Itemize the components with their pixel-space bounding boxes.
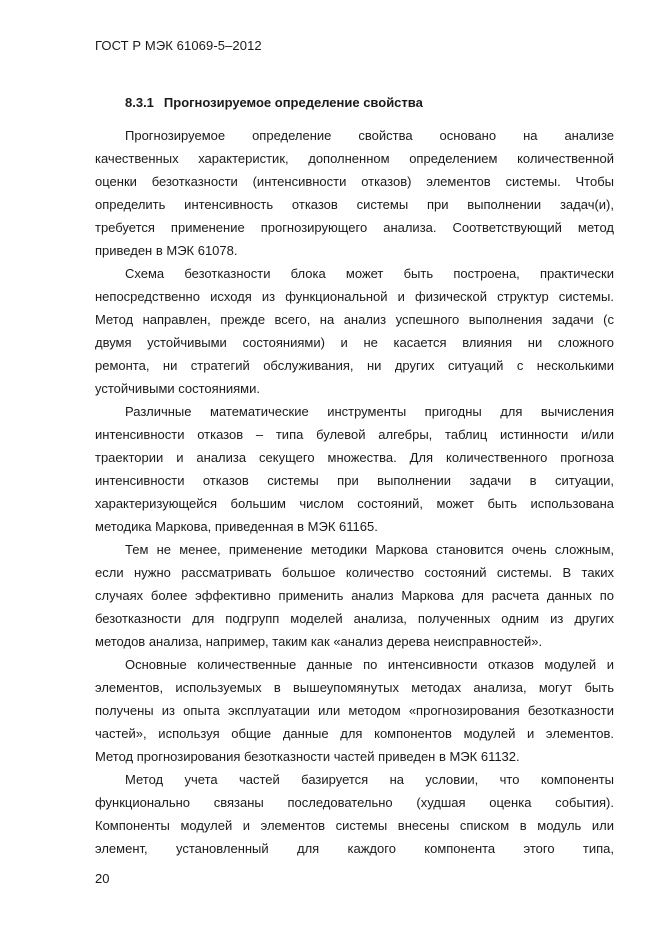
text-line: характеризующейся большим числом состояний, может быть использована [95, 496, 614, 511]
text-line: оценки безотказности (интенсивности отказов) элементов системы. Чтобы [95, 174, 614, 189]
text-line: интенсивности отказов – типа булевой алгебры, таблиц истинности и/или [95, 427, 614, 442]
page-number: 20 [95, 871, 110, 886]
text-line: методов анализа, например, таким как «анализ дерева неисправностей». [95, 634, 543, 649]
text-line: безотказности для подгрупп моделей анализа, полученных одним из других [95, 611, 614, 626]
text-line: качественных характеристик, дополненном определением количественной [95, 151, 614, 166]
text-line: Компоненты модулей и элементов системы внесены списком в модуль или [95, 818, 614, 833]
text-line: методика Маркова, приведенная в МЭК 61165. [95, 519, 378, 534]
text-line: Различные математические инструменты пригодны для вычисления [125, 404, 614, 419]
text-line: интенсивности отказов системы при выполнении задачи в ситуации, [95, 473, 614, 488]
paragraph [95, 262, 614, 400]
paragraph [95, 124, 614, 262]
text-line: Прогнозируемое определение свойства основано на анализе [125, 128, 614, 143]
text-line: Основные количественные данные по интенсивности отказов модулей и [125, 657, 614, 672]
text-line: Схема безотказности блока может быть построена, практически [125, 266, 614, 281]
text-line: элемент, установленный для каждого компонента этого типа, [95, 841, 614, 856]
section-title: Прогнозируемое определение свойства [163, 95, 423, 110]
section-heading [125, 95, 423, 110]
text-line: определить интенсивность отказов системы при выполнении задач(и), [95, 197, 614, 212]
text-line: приведен в МЭК 61078. [95, 243, 238, 258]
text-line: Метод направлен, прежде всего, на анализ успешного выполнения задачи (с [95, 312, 614, 327]
text-line: двумя устойчивыми состояниями) и не касается влияния ни сложного [95, 335, 614, 350]
text-line: Метод прогнозирования безотказности частей приведен в МЭК 61132. [95, 749, 520, 764]
text-line: устойчивыми состояниями. [95, 381, 260, 396]
text-line: траектории и анализа секущего множества. Для количественного прогноза [95, 450, 614, 465]
text-line: если нужно рассматривать большое количество состояний системы. В таких [95, 565, 614, 580]
section-number: 8.3.1 [125, 95, 154, 110]
text-line: случаях более эффективно применить анализ Маркова для расчета данных по [95, 588, 614, 603]
paragraph [95, 768, 614, 860]
text-line: требуется применение прогнозирующего анализа. Соответствующий метод [95, 220, 614, 235]
text-line: получены из опыта эксплуатации или методом «прогнозирования безотказности [95, 703, 614, 718]
paragraph [95, 538, 614, 653]
paragraph [95, 400, 614, 538]
text-line: частей», используя общие данные для компонентов модулей и элементов. [95, 726, 614, 741]
paragraph [95, 653, 614, 768]
text-line: Метод учета частей базируется на условии, что компоненты [125, 772, 614, 787]
text-line: ремонта, ни стратегий обслуживания, ни других ситуаций с несколькими [95, 358, 614, 373]
page-header: ГОСТ Р МЭК 61069-5–2012 [95, 38, 262, 53]
text-line: Тем не менее, применение методики Маркова становится очень сложным, [125, 542, 614, 557]
text-line: функционально связаны последовательно (худшая оценка события). [95, 795, 614, 810]
text-line: элементов, используемых в вышеупомянутых методах анализа, могут быть [95, 680, 614, 695]
text-line: непосредственно исходя из функциональной и физической структур системы. [95, 289, 614, 304]
body-text [95, 124, 614, 860]
